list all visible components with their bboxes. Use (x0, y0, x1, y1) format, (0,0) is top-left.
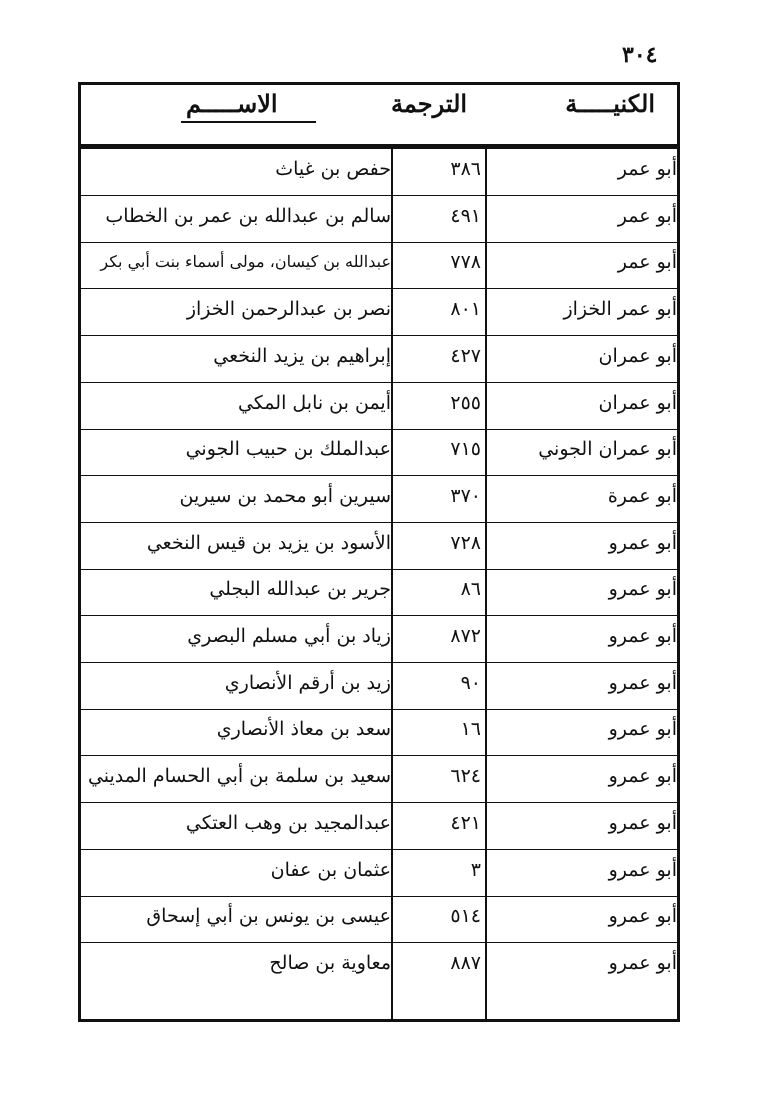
page-number: ٣٠٤ (622, 42, 658, 68)
kunya-cell: أبو عمرو (608, 951, 677, 974)
kunya-cell: أبو عمر (617, 204, 677, 227)
tarjama-number-cell: ٨٠١ (450, 298, 481, 321)
table-row (81, 476, 677, 523)
header-ism-underline (181, 121, 316, 123)
tarjama-number-cell: ٤٢١ (450, 811, 481, 834)
kunya-cell: أبو عمر الخزاز (563, 298, 677, 321)
tarjama-number-cell: ٧٧٨ (450, 251, 481, 274)
name-cell: حفص بن غياث (275, 158, 391, 180)
kunya-cell: أبو عمر (617, 251, 677, 274)
kunya-table (78, 82, 680, 1022)
table-header (81, 85, 677, 149)
table-body (81, 149, 677, 1019)
table-row (81, 242, 677, 289)
kunya-cell: أبو عمرو (608, 905, 677, 928)
kunya-cell: أبو عمرو (608, 578, 677, 601)
tarjama-number-cell: ٣٨٦ (450, 158, 481, 180)
name-cell: زياد بن أبي مسلم البصري (187, 625, 391, 647)
name-cell: عيسى بن يونس بن أبي إسحاق (146, 905, 391, 928)
header-ism: الاســـــم (186, 89, 278, 118)
name-cell: معاوية بن صالح (269, 951, 391, 974)
table-row (81, 709, 677, 756)
kunya-cell: أبو عمر (617, 158, 677, 180)
tarjama-number-cell: ٢٥٥ (450, 391, 481, 414)
table-row (81, 663, 677, 710)
table-row (81, 429, 677, 476)
name-cell: سعيد بن سلمة بن أبي الحسام المديني (87, 765, 391, 788)
kunya-cell: أبو عمرو (608, 765, 677, 788)
kunya-cell: أبو عمرو (608, 718, 677, 741)
name-cell: سعد بن معاذ الأنصاري (216, 718, 391, 741)
kunya-cell: أبو عمرو (608, 531, 677, 554)
table-row (81, 896, 677, 943)
tarjama-number-cell: ٧٢٨ (450, 531, 481, 554)
table-row (81, 196, 677, 243)
tarjama-number-cell: ٨٦ (460, 578, 481, 601)
tarjama-number-cell: ٧١٥ (450, 438, 481, 461)
tarjama-number-cell: ٤٩١ (450, 204, 481, 227)
kunya-cell: أبو عمرو (608, 811, 677, 834)
name-cell: نصر بن عبدالرحمن الخزاز (186, 298, 391, 321)
name-cell: عثمان بن عفان (270, 858, 391, 881)
tarjama-number-cell: ٥١٤ (450, 905, 481, 928)
name-cell: عبدالملك بن حبيب الجوني (185, 438, 391, 461)
table-row (81, 523, 677, 570)
tarjama-number-cell: ٤٢٧ (450, 344, 481, 367)
name-cell: عبدالمجيد بن وهب العتكي (185, 811, 391, 834)
kunya-cell: أبو عمرو (608, 625, 677, 647)
name-cell: سيرين أبو محمد بن سيرين (179, 484, 391, 507)
tarjama-number-cell: ٣٧٠ (450, 484, 481, 507)
table-row (81, 803, 677, 850)
kunya-cell: أبو عمران (598, 344, 677, 367)
tarjama-number-cell: ٣ (470, 858, 481, 881)
name-cell: زيد بن أرقم الأنصاري (224, 671, 391, 694)
header-tarjama: الترجمة (391, 89, 468, 118)
table-row (81, 616, 677, 663)
name-cell: جرير بن عبدالله البجلي (209, 578, 391, 601)
name-cell: الأسود بن يزيد بن قيس النخعي (146, 531, 391, 554)
tarjama-number-cell: ٨٨٧ (450, 951, 481, 974)
kunya-cell: أبو عمرو (608, 671, 677, 694)
kunya-cell: أبو عمران الجوني (538, 438, 677, 461)
kunya-cell: أبو عمرو (608, 858, 677, 881)
kunya-cell: أبو عمران (598, 391, 677, 414)
name-cell: أيمن بن نابل المكي (237, 391, 391, 414)
tarjama-number-cell: ٨٧٢ (450, 625, 481, 647)
table-row (81, 149, 677, 196)
tarjama-number-cell: ١٦ (460, 718, 481, 741)
tarjama-number-cell: ٩٠ (460, 671, 481, 694)
table-row (81, 569, 677, 616)
kunya-cell: أبو عمرة (607, 484, 677, 507)
table-row (81, 289, 677, 336)
table-row (81, 336, 677, 383)
header-kunya: الكنيـــــة (565, 89, 655, 118)
name-cell: سالم بن عبدالله بن عمر بن الخطاب (105, 204, 391, 227)
name-cell: إبراهيم بن يزيد النخعي (213, 344, 391, 367)
tarjama-number-cell: ٦٢٤ (450, 765, 481, 788)
table-row (81, 383, 677, 430)
name-cell: عبدالله بن كيسان، مولى أسماء بنت أبي بكر (100, 252, 391, 272)
table-row (81, 756, 677, 803)
table-row (81, 943, 677, 990)
table-row (81, 850, 677, 897)
